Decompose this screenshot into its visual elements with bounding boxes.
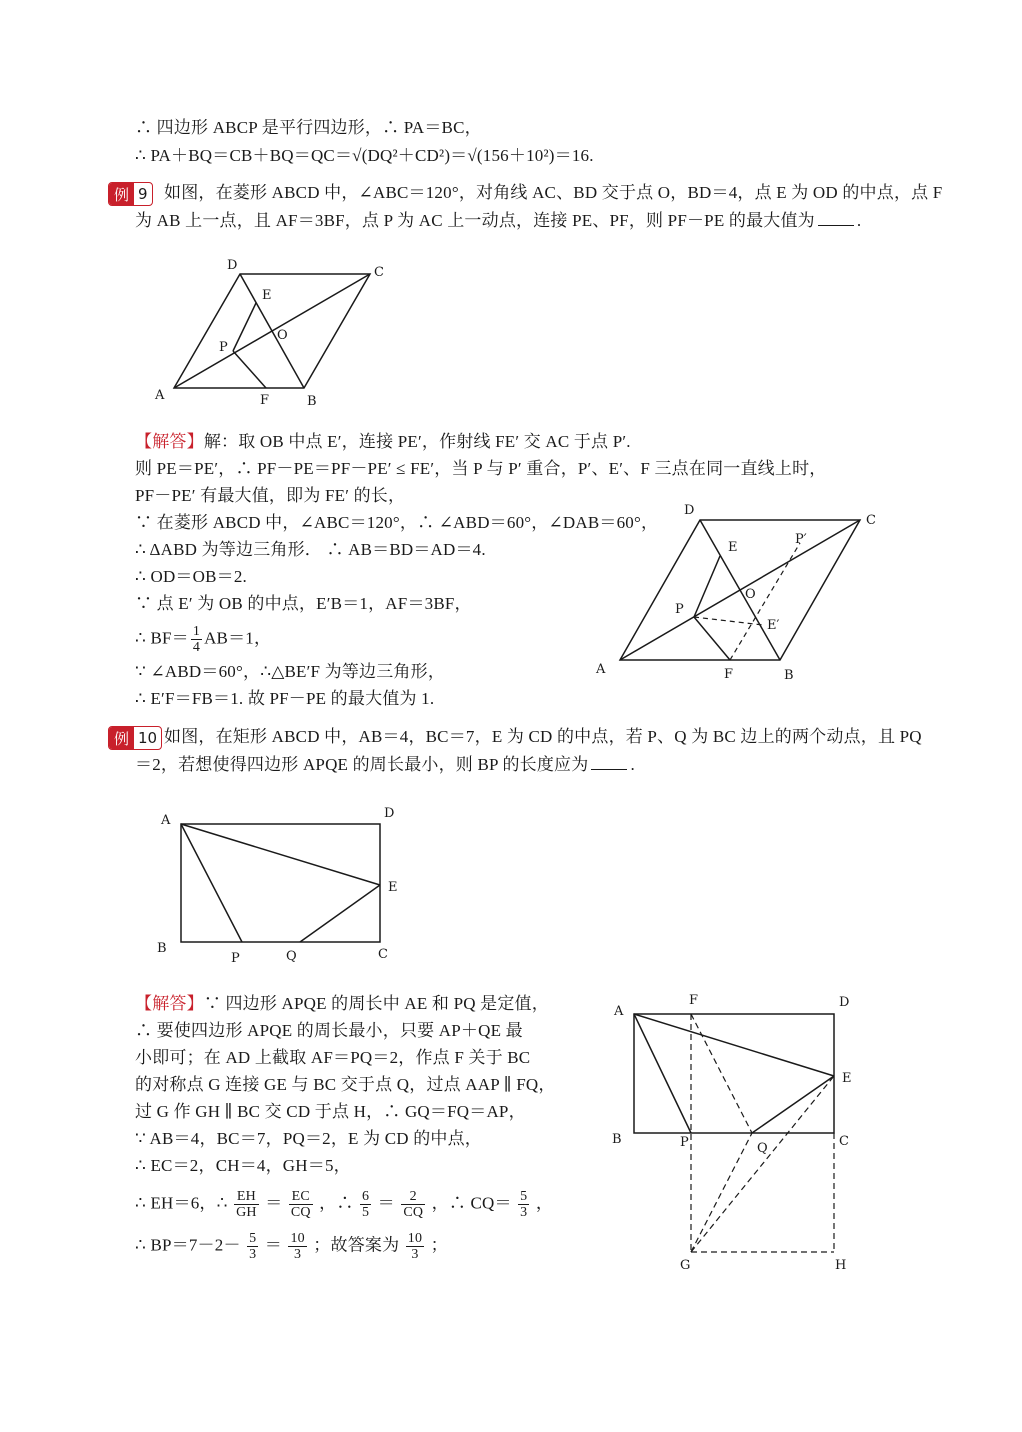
example-badge-char: 例 bbox=[109, 727, 134, 749]
segment-qe bbox=[752, 1076, 834, 1133]
cq-equals: ，∴ CQ＝ bbox=[431, 1193, 512, 1213]
label-d: D bbox=[227, 258, 238, 273]
fraction-denominator: CQ bbox=[290, 1205, 311, 1220]
fraction-denominator: 3 bbox=[294, 1247, 302, 1262]
example-9-badge bbox=[108, 182, 153, 206]
top-line-2: ∴ PA＋BQ＝CB＋BQ＝QC＝√(DQ²＋CD²)＝√(156＋10²)＝16. bbox=[135, 146, 594, 165]
label-e: E bbox=[262, 288, 272, 303]
fraction-numerator: 10 bbox=[407, 1231, 423, 1246]
solution-9-line-2: 则 PE＝PE′，∴ PF－PE＝PF－PE′ ≤ FE′，当 P 与 P′ 重合，P′、E′、F 三点在同一直线上时， bbox=[135, 459, 827, 478]
label-f: F bbox=[260, 393, 270, 408]
solution-10-line-1 bbox=[135, 992, 549, 1016]
label-p-prime: P′ bbox=[795, 532, 807, 547]
example-9-figure-1 bbox=[150, 255, 400, 415]
solution-9-line-7: ∵ 点 E′ 为 OB 的中点，E′B＝1，AF＝3BF， bbox=[135, 594, 472, 613]
label-p: P bbox=[675, 602, 684, 617]
solution-10-line-5: 过 G 作 GH ∥ BC 交 CD 于点 H，∴ GQ＝FQ＝AP， bbox=[135, 1102, 526, 1121]
fraction-five-thirds bbox=[247, 1231, 258, 1262]
semicolon: ； bbox=[430, 1235, 448, 1255]
solution-9-line-1 bbox=[135, 430, 631, 454]
solution-9-line-3: PF－PE′ 有最大值，即为 FE′ 的长， bbox=[135, 486, 406, 505]
fraction-numerator: 10 bbox=[290, 1231, 305, 1246]
segment-pf bbox=[694, 617, 730, 660]
fraction-denominator: 3 bbox=[249, 1247, 257, 1262]
solution-10-line-bp bbox=[135, 1231, 448, 1262]
comma: ， bbox=[535, 1193, 554, 1213]
solution-9-line-5: ∴ ΔABD 为等边三角形． ∴ AB＝BD＝AD＝4. bbox=[135, 540, 486, 559]
label-p: P bbox=[231, 951, 240, 966]
label-b: B bbox=[307, 394, 317, 409]
label-e: E bbox=[842, 1071, 852, 1086]
label-a: A bbox=[155, 388, 165, 403]
fraction-eh-gh bbox=[234, 1189, 259, 1220]
segment-pe bbox=[233, 303, 256, 351]
answer-tag: 【解答】 bbox=[135, 994, 204, 1013]
segment-pe bbox=[694, 556, 720, 617]
label-q: Q bbox=[286, 949, 297, 964]
label-h: H bbox=[835, 1258, 847, 1273]
question-text: 为 AB 上一点，且 AF＝3BF，点 P 为 AC 上一动点，连接 PE、PF，则 PF－PE 的最大值为 bbox=[135, 211, 815, 230]
solution-9-line-9: ∵ ∠ABD＝60°，∴△BE′F 为等边三角形， bbox=[135, 662, 446, 681]
solution-10-line-2: ∴ 要使四边形 APQE 的周长最小，只要 AP＋QE 最 bbox=[135, 1021, 523, 1040]
equals-sign: ＝ bbox=[264, 1235, 282, 1255]
solution-9-line-4: ∵ 在菱形 ABCD 中，∠ABC＝120°，∴ ∠ABD＝60°，∠DAB＝60°， bbox=[135, 513, 659, 532]
fraction-five-thirds bbox=[518, 1189, 529, 1220]
label-b: B bbox=[157, 941, 167, 956]
example-10-question-line-2 bbox=[135, 753, 635, 777]
solution-9-line-bf bbox=[135, 624, 271, 655]
question-text: ＝2，若想使得四边形 APQE 的周长最小，则 BP 的长度应为 bbox=[135, 755, 589, 774]
label-a: A bbox=[614, 1004, 624, 1019]
bf-suffix: AB＝1， bbox=[204, 628, 272, 648]
solution-text: 解：取 OB 中点 E′，连接 PE′，作射线 FE′ 交 AC 于点 P′. bbox=[203, 432, 631, 451]
answer-blank bbox=[818, 211, 854, 226]
fraction-numerator: 2 bbox=[401, 1189, 425, 1205]
segment-fq bbox=[691, 1014, 752, 1133]
fraction-denominator: 3 bbox=[411, 1247, 419, 1262]
fraction-denominator: GH bbox=[236, 1205, 257, 1220]
example-10-badge bbox=[108, 726, 162, 750]
fraction-denominator: 5 bbox=[362, 1205, 370, 1220]
segment-ge bbox=[691, 1076, 834, 1252]
fraction-ec-cq bbox=[289, 1189, 313, 1220]
solution-10-line-6: ∵ AB＝4，BC＝7，PQ＝2，E 为 CD 的中点， bbox=[135, 1129, 483, 1148]
example-10-figure-2 bbox=[600, 985, 875, 1275]
segment-ae bbox=[634, 1014, 834, 1076]
label-o: O bbox=[745, 587, 756, 602]
label-c: C bbox=[378, 947, 388, 962]
segment-gq bbox=[691, 1133, 752, 1252]
label-c: C bbox=[374, 265, 384, 280]
label-g: G bbox=[680, 1258, 691, 1273]
fraction-ten-thirds bbox=[288, 1231, 306, 1262]
solution-10-line-4: 的对称点 G 连接 GE 与 BC 交于点 Q，过点 AAP ∥ FQ， bbox=[135, 1075, 556, 1094]
top-line-1: ∴ 四边形 ABCP 是平行四边形，∴ PA＝BC， bbox=[135, 118, 482, 137]
segment-ap bbox=[634, 1014, 691, 1133]
equals-sign: ＝ bbox=[377, 1193, 395, 1213]
therefore-sign: ，∴ bbox=[319, 1193, 354, 1213]
label-e: E bbox=[728, 540, 738, 555]
bp-prefix: ∴ BP＝7－2－ bbox=[135, 1235, 241, 1255]
diagonal-bd bbox=[240, 274, 304, 388]
label-o: O bbox=[277, 328, 288, 343]
example-10-question-line-1: 如图，在矩形 ABCD 中，AB＝4，BC＝7，E 为 CD 的中点，若 P、Q 为 BC 边上的两个动点，且 PQ bbox=[164, 727, 922, 746]
question-end: . bbox=[856, 211, 862, 230]
segment-qe bbox=[300, 885, 380, 942]
label-d: D bbox=[684, 503, 695, 518]
example-9-figure-2 bbox=[590, 495, 890, 685]
fraction-numerator: 5 bbox=[249, 1231, 257, 1246]
segment-pf bbox=[233, 351, 266, 388]
example-9-question-line-2 bbox=[135, 209, 861, 233]
label-f: F bbox=[724, 667, 734, 682]
example-9-question-line-1: 如图，在菱形 ABCD 中，∠ABC＝120°，对角线 AC、BD 交于点 O，BD＝4，点 E 为 OD 的中点，点 F bbox=[164, 183, 943, 202]
fraction-two-cq bbox=[401, 1189, 425, 1220]
label-d: D bbox=[384, 806, 395, 821]
bf-prefix: ∴ BF＝ bbox=[135, 628, 189, 648]
label-f: F bbox=[689, 993, 699, 1008]
segment-ap bbox=[181, 824, 242, 942]
label-p: P bbox=[219, 340, 228, 355]
fraction-denominator: 4 bbox=[192, 640, 201, 655]
fraction-denominator: 3 bbox=[520, 1205, 528, 1220]
fraction-numerator: 5 bbox=[520, 1189, 528, 1204]
label-b: B bbox=[612, 1132, 622, 1147]
fraction-ten-thirds bbox=[406, 1231, 424, 1262]
fraction-numerator: 6 bbox=[362, 1189, 370, 1204]
label-e: E bbox=[388, 880, 398, 895]
question-end: . bbox=[630, 755, 635, 774]
label-c: C bbox=[839, 1134, 849, 1149]
answer-text: ；故答案为 bbox=[313, 1235, 400, 1255]
label-q: Q bbox=[757, 1141, 768, 1156]
label-b: B bbox=[784, 668, 794, 683]
label-e-prime: E′ bbox=[767, 618, 780, 633]
label-a: A bbox=[596, 662, 606, 677]
solution-9-line-10: ∴ E′F＝FB＝1. 故 PF－PE 的最大值为 1. bbox=[135, 689, 435, 708]
example-badge-number: 10 bbox=[138, 729, 158, 747]
fraction-one-quarter bbox=[191, 624, 202, 655]
example-badge-number: 9 bbox=[138, 185, 148, 203]
label-c: C bbox=[866, 513, 876, 528]
fraction-numerator: EH bbox=[234, 1189, 259, 1205]
label-d: D bbox=[839, 995, 850, 1010]
fraction-six-fifths bbox=[360, 1189, 371, 1220]
solution-10-line-3: 小即可；在 AD 上截取 AF＝PQ＝2，作点 F 关于 BC bbox=[135, 1048, 531, 1067]
answer-blank bbox=[591, 755, 627, 770]
fraction-numerator: 1 bbox=[192, 624, 201, 639]
solution-10-line-ratio bbox=[135, 1189, 553, 1220]
example-10-figure-1 bbox=[150, 800, 410, 970]
label-a: A bbox=[161, 813, 171, 828]
answer-tag: 【解答】 bbox=[135, 432, 204, 451]
fraction-denominator: CQ bbox=[403, 1205, 424, 1220]
solution-9-line-6: ∴ OD＝OB＝2. bbox=[135, 567, 247, 586]
example-badge-char: 例 bbox=[109, 183, 134, 205]
solution-text: ∵ 四边形 APQE 的周长中 AE 和 PQ 是定值， bbox=[203, 994, 549, 1013]
fraction-numerator: EC bbox=[289, 1189, 313, 1205]
rectangle-abcd bbox=[634, 1014, 834, 1133]
segment-ae bbox=[181, 824, 380, 885]
solution-10-line-7: ∴ EC＝2，CH＝4，GH＝5， bbox=[135, 1156, 351, 1175]
equals-sign: ＝ bbox=[265, 1193, 283, 1213]
label-p: P bbox=[680, 1135, 689, 1150]
eh-prefix: ∴ EH＝6，∴ bbox=[135, 1193, 228, 1213]
